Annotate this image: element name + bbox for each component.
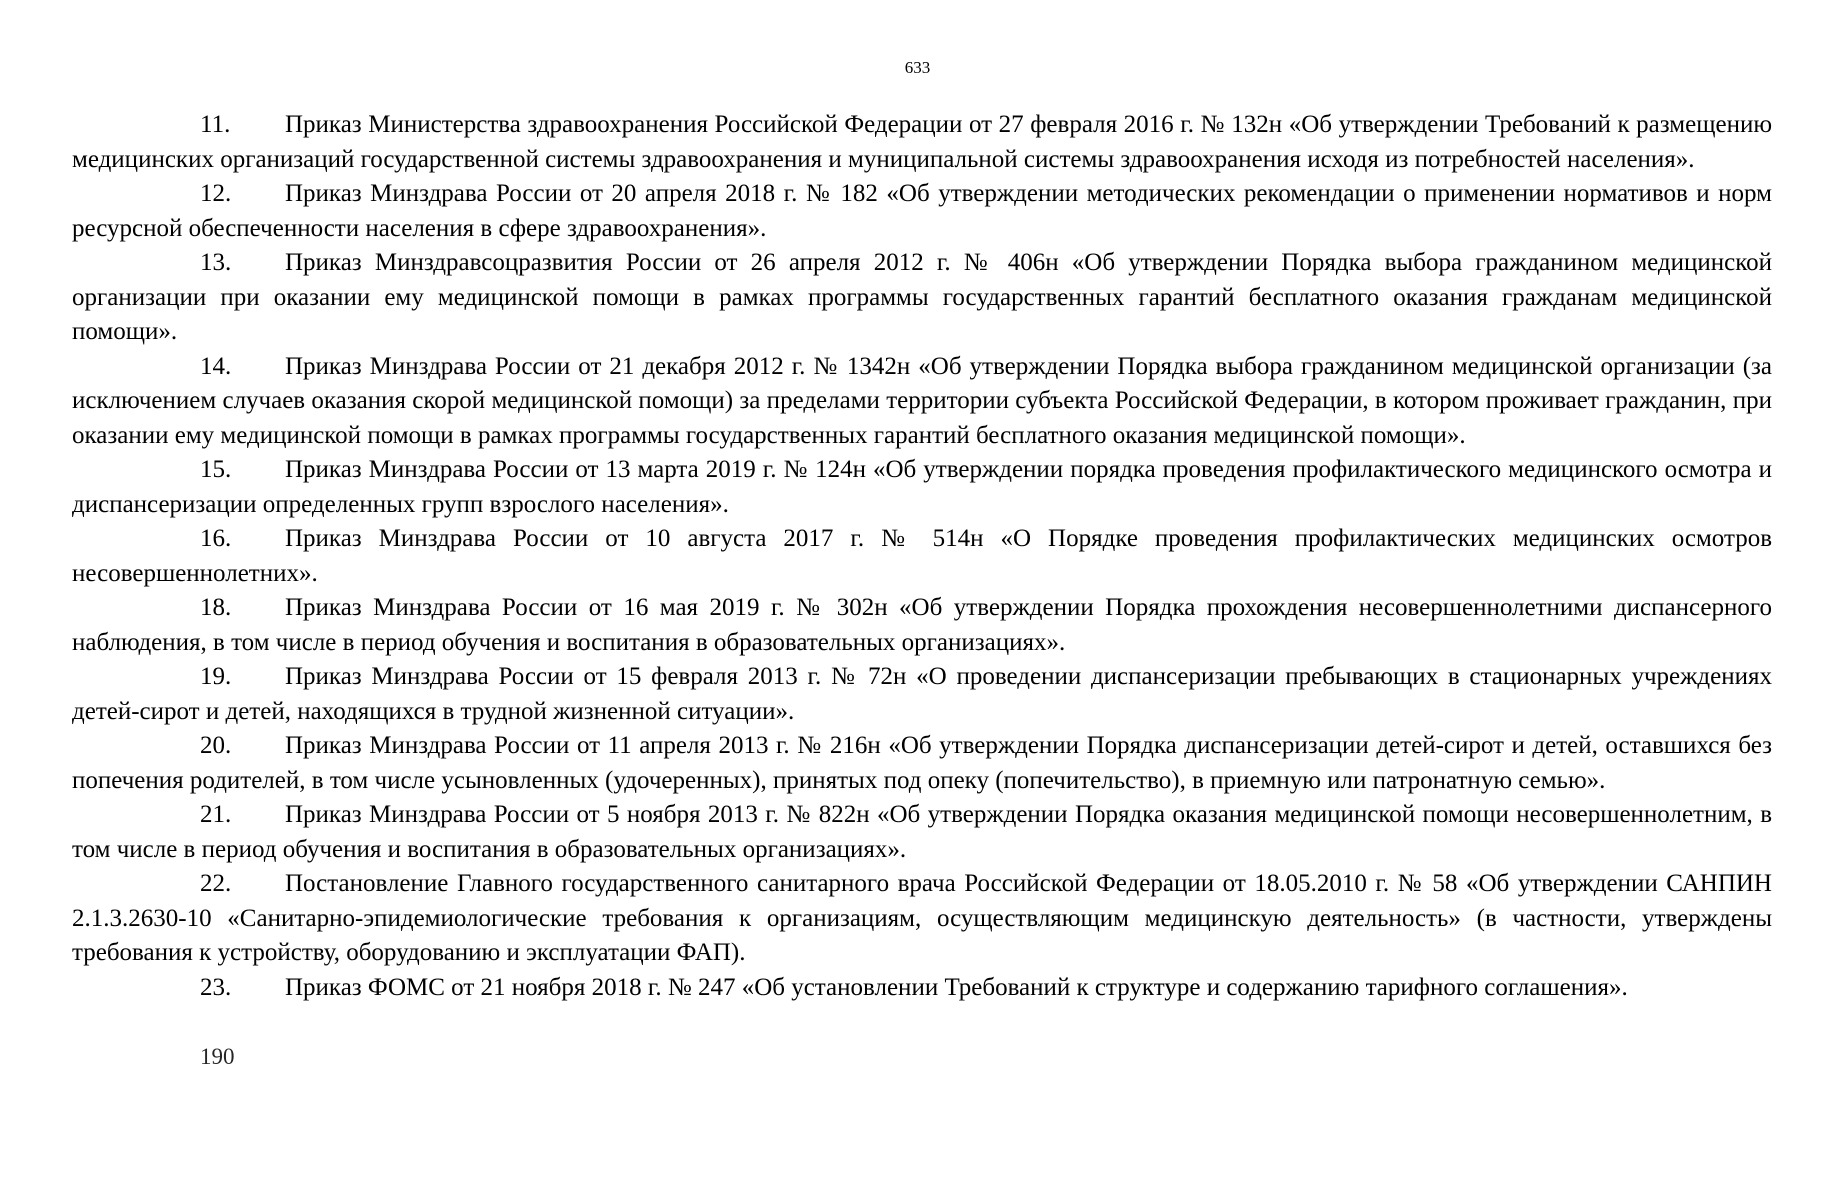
item-text: Приказ Минздрава России от 5 ноября 2013 г. № 822н «Об утверждении Порядка оказания медицинской помощи несовершеннолетним, в том числе в период обучения и воспитания в образовательных организациях».: [72, 801, 1772, 863]
list-item: [72, 350, 1772, 454]
item-number: 19.: [200, 663, 232, 690]
list-item: [72, 522, 1772, 591]
item-number: 23.: [200, 973, 232, 1001]
item-number: 22.: [200, 870, 232, 897]
item-text: Приказ Минздрава России от 20 апреля 2018 г. № 182 «Об утверждении методических рекомендации о применении нормативов и норм ресурсной обеспеченности населения в сфере здравоохранения».: [72, 180, 1772, 242]
item-number: 13.: [200, 249, 232, 276]
item-number: 12.: [200, 180, 232, 207]
list-item: [72, 798, 1772, 867]
item-number: 14.: [200, 352, 232, 380]
item-number: 21.: [200, 801, 232, 828]
item-number: 11.: [200, 111, 231, 138]
item-number: 15.: [200, 456, 232, 483]
item-text: Приказ Минздрава России от 10 августа 2017 г. № 514н «О Порядке проведения профилактических медицинских осмотров несовершеннолетних».: [72, 525, 1772, 587]
item-text: Приказ Минздрава России от 15 февраля 2013 г. № 72н «О проведении диспансеризации пребывающих в стационарных учреждениях детей-сирот и детей, находящихся в трудной жизненной ситуации».: [72, 663, 1772, 725]
item-text: Приказ Минздрава России от 16 мая 2019 г. № 302н «Об утверждении Порядка прохождения несовершеннолетними диспансерного наблюдения, в том числе в период обучения и воспитания в образовательных организациях».: [72, 594, 1772, 656]
list-item: [72, 108, 1772, 177]
item-number: 18.: [200, 594, 232, 621]
list-item: [72, 453, 1772, 522]
list-item: [72, 591, 1772, 660]
item-text: Постановление Главного государственного санитарного врача Российской Федерации от 18.05.2010 г. № 58 «Об утверждении САНПИН 2.1.3.2630-10 «Санитарно-эпидемиологические требования к организациям, осуществляющим медицинскую деятельность» (в частности, утверждены требования к устройству, оборудованию и эксплуатации ФАП).: [72, 870, 1772, 966]
item-text: Приказ ФОМС от 21 ноября 2018 г. № 247 «Об установлении Требований к структуре и содержанию тарифного соглашения».: [285, 973, 1628, 1001]
stray-page-mark: 190: [200, 1044, 235, 1069]
item-text: Приказ Минздрава России от 21 декабря 2012 г. № 1342н «Об утверждении Порядка выбора гражданином медицинской организации (за исключением случаев оказания скорой медицинской помощи) за пределами территории субъекта Российской Федерации, в котором проживает гражданин, при оказании ему медицинской помощи в рамках программы государственных гарантий бесплатного оказания медицинской помощи».: [72, 352, 1772, 449]
list-item: [72, 729, 1772, 798]
item-text: Приказ Министерства здравоохранения Российской Федерации от 27 февраля 2016 г. № 132н «Об утверждении Требований к размещению медицинских организаций государственной системы здравоохранения и муниципальной системы здравоохранения исходя из потребностей населения».: [72, 111, 1772, 173]
page-number: 633: [904, 58, 931, 77]
list-item: [72, 867, 1772, 971]
item-text: Приказ Минздрава России от 11 апреля 2013 г. № 216н «Об утверждении Порядка диспансеризации детей-сирот и детей, оставшихся без попечения родителей, в том числе усыновленных (удочеренных), принятых под опеку (попечительство), в приемную или патронатную семью».: [72, 732, 1772, 794]
item-text: Приказ Минздравсоцразвития России от 26 апреля 2012 г. № 406н «Об утверждении Порядка выбора гражданином медицинской организации при оказании ему медицинской помощи в рамках программы государственных гарантий бесплатного оказания гражданам медицинской помощи».: [72, 249, 1772, 345]
item-text: Приказ Минздрава России от 13 марта 2019 г. № 124н «Об утверждении порядка проведения профилактического медицинского осмотра и диспансеризации определенных групп взрослого населения».: [72, 456, 1772, 518]
list-item: [72, 246, 1772, 350]
reference-list: [72, 108, 1772, 1005]
item-number: 20.: [200, 732, 232, 759]
item-number: 16.: [200, 525, 232, 552]
list-item: [72, 660, 1772, 729]
list-item: [72, 177, 1772, 246]
list-item: [72, 971, 1772, 1006]
